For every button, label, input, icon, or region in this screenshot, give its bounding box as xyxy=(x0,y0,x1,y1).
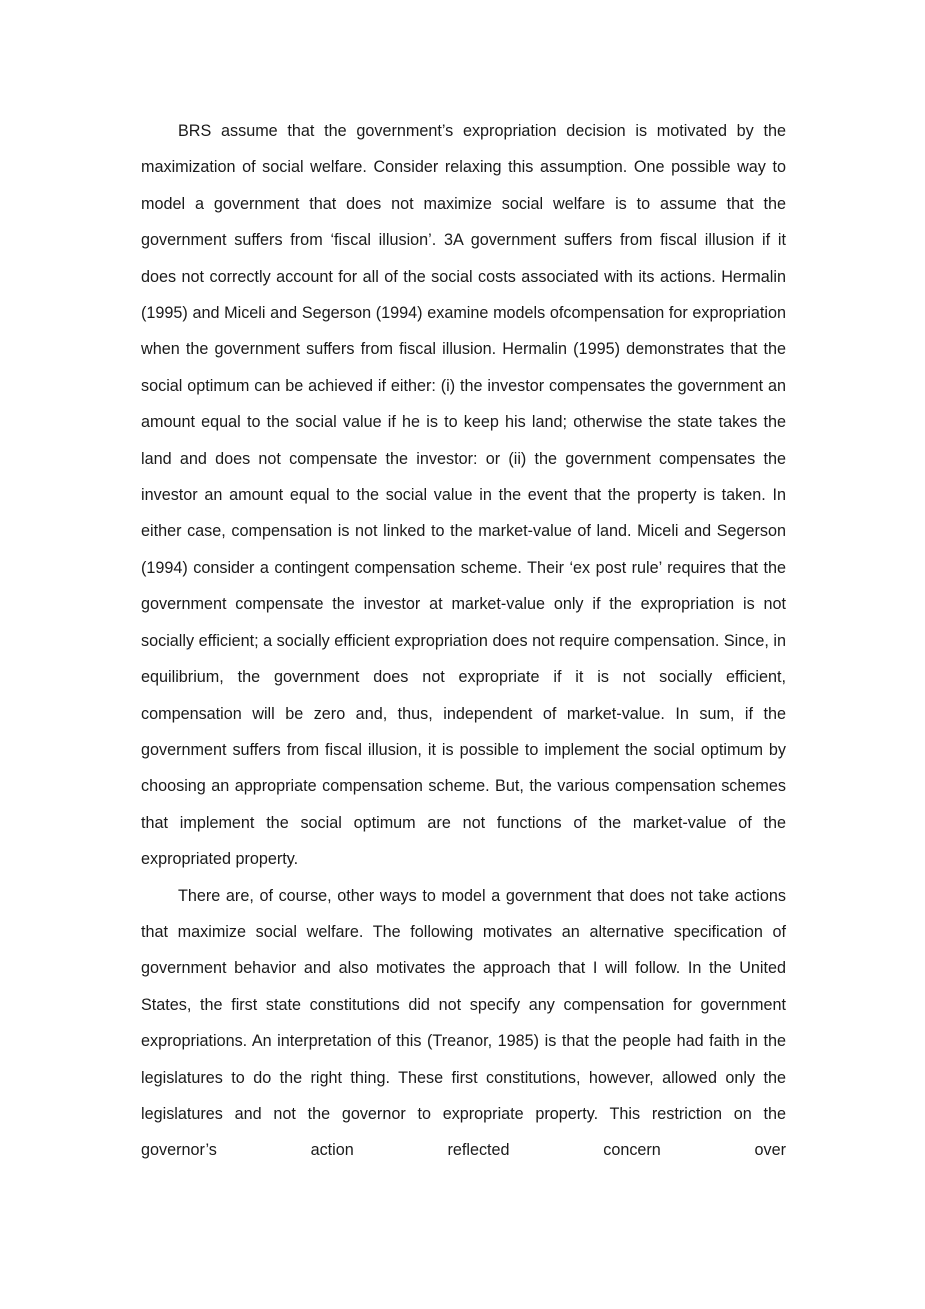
body-text xyxy=(141,113,786,1169)
paragraph-2: There are, of course, other ways to model a government that does not take actions that maximize social welfare. The following motivates an alternative specification of government behavior and also motivates the approach that I will follow. In the United States, the first state constitutions did not specify any compensation for government expropriations. An interpretation of this (Treanor, 1985) is that the people had faith in the legislatures to do the right thing. These first constitutions, however, allowed only the legislatures and not the governor to expropriate property. This restriction on the governor’s action reflected concern over xyxy=(141,886,786,1160)
paragraph-1: BRS assume that the government’s expropriation decision is motivated by the maximization of social welfare. Consider relaxing this assumption. One possible way to model a government that does not maximize social welfare is to assume that the government suffers from ‘fiscal illusion’. 3A government suffers from fiscal illusion if it does not correctly account for all of the social costs associated with its actions. Hermalin (1995) and Miceli and Segerson (1994) examine models ofcompensation for expropriation when the government suffers from fiscal illusion. Hermalin (1995) demonstrates that the social optimum can be achieved if either: (i) the investor compensates the government an amount equal to the social value if he is to keep his land; otherwise the state takes the land and does not compensate the investor: or (ii) the government compensates the investor an amount equal to the social value in the event that the property is taken. In either case, compensation is not linked to the market-value of land. Miceli and Segerson (1994) consider a contingent compensation scheme. Their ‘ex post rule’ requires that the government compensate the investor at market-value only if the expropriation is not socially efficient; a socially efficient expropriation does not require compensation. Since, in equilibrium, the government does not expropriate if it is not socially efficient, compensation will be zero and, thus, independent of market-value. In sum, if the government suffers from fiscal illusion, it is possible to implement the social optimum by choosing an appropriate compensation scheme. But, the various compensation schemes that implement the social optimum are not functions of the market-value of the expropriated property. xyxy=(141,122,786,869)
